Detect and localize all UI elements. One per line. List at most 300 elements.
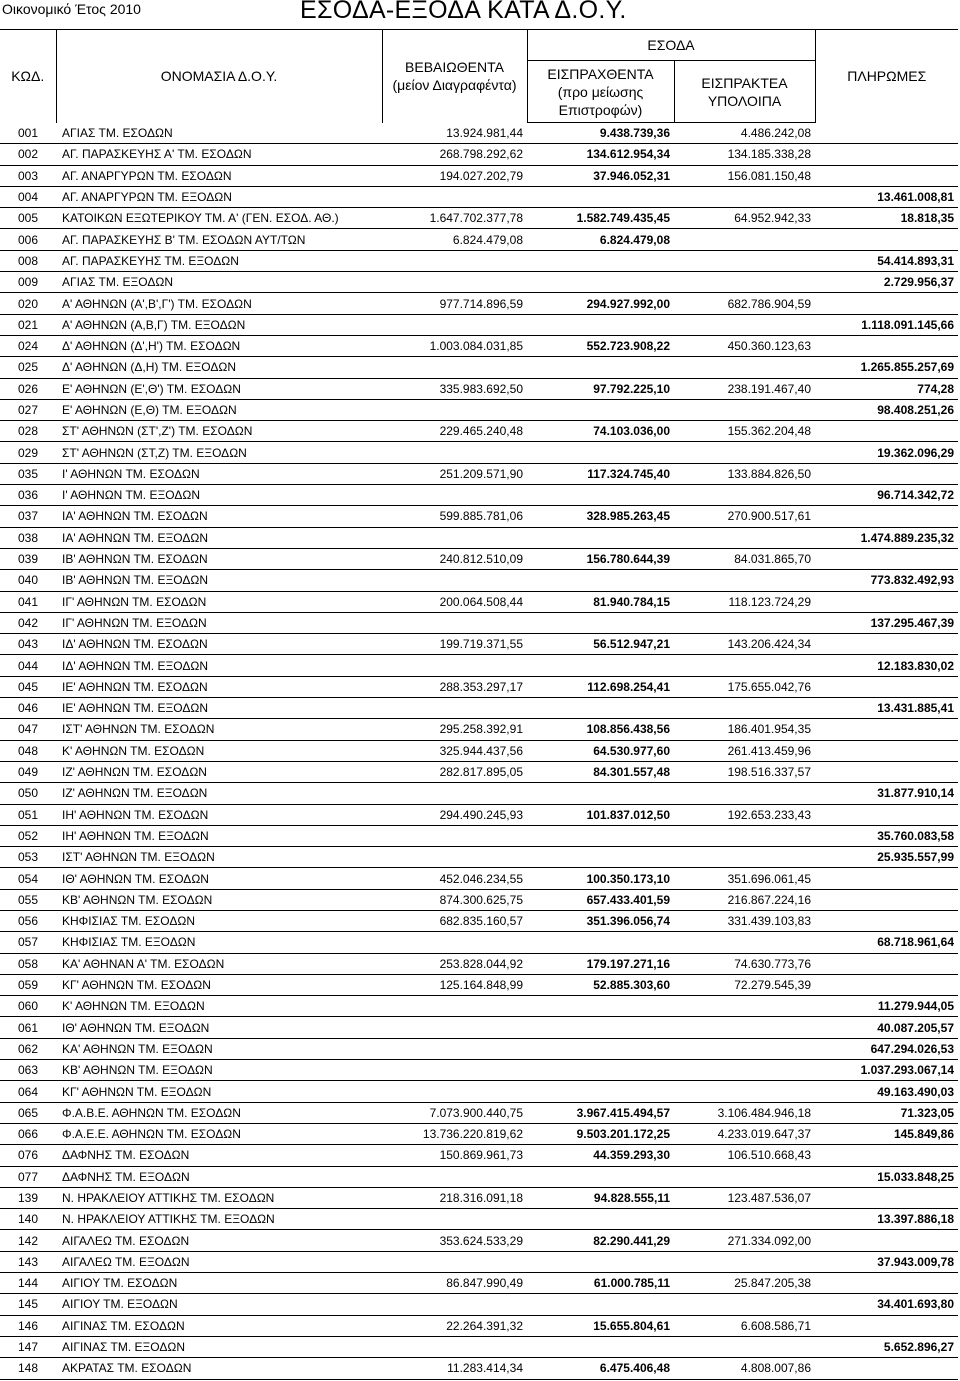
cell-collected: 97.792.225,10 [527,378,674,399]
cell-payments: 1.265.855.257,69 [815,357,958,378]
table-row [0,1294,958,1315]
table-row [0,676,958,697]
cell-collected: 6.475.406,48 [527,1358,674,1379]
cell-collected: 134.612.954,34 [527,144,674,165]
cell-name: ΑΙΓΑΛΕΩ ΤΜ. ΕΣΟΔΩΝ [56,1230,382,1251]
cell-payments: 49.163.490,03 [815,1081,958,1102]
cell-code: 044 [0,655,56,676]
cell-certified: 11.283.414,34 [382,1358,527,1379]
cell-certified: 199.719.371,55 [382,634,527,655]
table-header [0,30,958,123]
table-row [0,1081,958,1102]
cell-receivable [674,1060,815,1081]
cell-payments [815,634,958,655]
cell-name: Φ.Α.Ε.Ε. ΑΘΗΝΩΝ ΤΜ. ΕΣΟΔΩΝ [56,1123,382,1144]
cell-collected: 9.503.201.172,25 [527,1123,674,1144]
cell-code: 009 [0,272,56,293]
cell-receivable: 6.608.586,71 [674,1315,815,1336]
cell-code: 026 [0,378,56,399]
cell-collected: 100.350.173,10 [527,868,674,889]
cell-code: 025 [0,357,56,378]
cell-code: 065 [0,1102,56,1123]
cell-code: 139 [0,1187,56,1208]
cell-receivable: 216.867.224,16 [674,889,815,910]
column-header-name: ΟΝΟΜΑΣΙΑ Δ.Ο.Υ. [56,30,382,123]
cell-code: 045 [0,676,56,697]
cell-payments: 71.323,05 [815,1102,958,1123]
cell-collected: 117.324.745,40 [527,463,674,484]
cell-receivable [674,272,815,293]
cell-receivable: 134.185.338,28 [674,144,815,165]
cell-code: 051 [0,804,56,825]
cell-payments: 25.935.557,99 [815,847,958,868]
cell-receivable: 3.106.484.946,18 [674,1102,815,1123]
cell-collected: 37.946.052,31 [527,165,674,186]
cell-name: ΑΓ. ΠΑΡΑΣΚΕΥΗΣ Α' ΤΜ. ΕΣΟΔΩΝ [56,144,382,165]
cell-code: 004 [0,186,56,207]
cell-code: 027 [0,399,56,420]
cell-payments [815,740,958,761]
cell-code: 008 [0,250,56,271]
cell-name: ΑΓΙΑΣ ΤΜ. ΕΞΟΔΩΝ [56,272,382,293]
cell-certified [382,1251,527,1272]
cell-name: ΑΓ. ΑΝΑΡΓΥΡΩΝ ΤΜ. ΕΞΟΔΩΝ [56,186,382,207]
cell-payments [815,548,958,569]
table-row [0,463,958,484]
cell-collected [527,272,674,293]
cell-code: 063 [0,1060,56,1081]
column-header-payments: ΠΛΗΡΩΜΕΣ [815,30,958,123]
cell-receivable: 192.653.233,43 [674,804,815,825]
cell-certified: 6.824.479,08 [382,229,527,250]
cell-certified: 1.647.702.377,78 [382,208,527,229]
table-row [0,847,958,868]
table-row [0,1060,958,1081]
cell-collected: 294.927.992,00 [527,293,674,314]
cell-collected: 56.512.947,21 [527,634,674,655]
cell-code: 144 [0,1273,56,1294]
cell-certified: 335.983.692,50 [382,378,527,399]
table-row [0,208,958,229]
cell-code: 056 [0,910,56,931]
cell-collected [527,250,674,271]
cell-collected [527,783,674,804]
cell-name: ΙΘ' ΑΘΗΝΩΝ ΤΜ. ΕΞΟΔΩΝ [56,1017,382,1038]
cell-name: ΙΕ' ΑΘΗΝΩΝ ΤΜ. ΕΣΟΔΩΝ [56,676,382,697]
cell-name: ΑΓ. ΑΝΑΡΓΥΡΩΝ ΤΜ. ΕΣΟΔΩΝ [56,165,382,186]
cell-receivable: 682.786.904,59 [674,293,815,314]
cell-name: Α' ΑΘΗΝΩΝ (Α',Β',Γ') ΤΜ. ΕΣΟΔΩΝ [56,293,382,314]
cell-collected: 101.837.012,50 [527,804,674,825]
table-row [0,1187,958,1208]
cell-collected [527,570,674,591]
cell-certified: 13.736.220.819,62 [382,1123,527,1144]
cell-collected [527,847,674,868]
cell-code: 038 [0,527,56,548]
cell-collected: 1.582.749.435,45 [527,208,674,229]
cell-certified: 353.624.533,29 [382,1230,527,1251]
cell-collected [527,186,674,207]
cell-certified [382,357,527,378]
cell-receivable: 4.808.007,86 [674,1358,815,1379]
cell-name: ΑΓ. ΠΑΡΑΣΚΕΥΗΣ ΤΜ. ΕΞΟΔΩΝ [56,250,382,271]
cell-receivable [674,186,815,207]
table-row [0,527,958,548]
cell-collected: 61.000.785,11 [527,1273,674,1294]
cell-collected [527,1336,674,1357]
cell-name: Κ' ΑΘΗΝΩΝ ΤΜ. ΕΣΟΔΩΝ [56,740,382,761]
column-header-collected-line1: ΕΙΣΠΡΑΧΘΕΝΤΑ [547,65,654,82]
cell-receivable: 84.031.865,70 [674,548,815,569]
cell-name: ΙΒ' ΑΘΗΝΩΝ ΤΜ. ΕΞΟΔΩΝ [56,570,382,591]
cell-collected: 81.940.784,15 [527,591,674,612]
cell-certified: 282.817.895,05 [382,761,527,782]
cell-code: 143 [0,1251,56,1272]
table-row [0,1230,958,1251]
cell-payments [815,889,958,910]
cell-code: 061 [0,1017,56,1038]
cell-code: 049 [0,761,56,782]
cell-payments [815,293,958,314]
cell-payments: 37.943.009,78 [815,1251,958,1272]
cell-code: 035 [0,463,56,484]
cell-payments: 774,28 [815,378,958,399]
cell-collected [527,527,674,548]
cell-payments: 19.362.096,29 [815,442,958,463]
table-row [0,485,958,506]
cell-receivable [674,570,815,591]
cell-receivable: 261.413.459,96 [674,740,815,761]
cell-certified: 150.869.961,73 [382,1145,527,1166]
cell-name: ΑΚΡΑΤΑΣ ΤΜ. ΕΣΟΔΩΝ [56,1358,382,1379]
table-row [0,442,958,463]
cell-receivable: 156.081.150,48 [674,165,815,186]
cell-name: ΚΓ' ΑΘΗΝΩΝ ΤΜ. ΕΞΟΔΩΝ [56,1081,382,1102]
cell-certified: 251.209.571,90 [382,463,527,484]
cell-receivable [674,314,815,335]
cell-payments: 1.474.889.235,32 [815,527,958,548]
cell-code: 001 [0,123,56,144]
table-row [0,612,958,633]
column-header-collected-line3: Επιστροφών) [558,101,643,118]
cell-certified [382,1166,527,1187]
cell-payments: 5.652.896,27 [815,1336,958,1357]
table-row [0,804,958,825]
fiscal-year-label: Οικονομικό Έτος 2010 [2,1,141,17]
column-header-code: ΚΩΔ. [0,30,56,123]
cell-collected [527,825,674,846]
cell-certified: 325.944.437,56 [382,740,527,761]
cell-certified: 1.003.084.031,85 [382,335,527,356]
cell-name: ΙΗ' ΑΘΗΝΩΝ ΤΜ. ΕΣΟΔΩΝ [56,804,382,825]
table-row [0,932,958,953]
cell-payments: 40.087.205,57 [815,1017,958,1038]
cell-receivable: 74.630.773,76 [674,953,815,974]
cell-payments [815,804,958,825]
cell-collected [527,399,674,420]
cell-payments: 647.294.026,53 [815,1038,958,1059]
table-row [0,910,958,931]
cell-collected [527,1017,674,1038]
cell-certified [382,698,527,719]
cell-receivable [674,1336,815,1357]
cell-receivable [674,1017,815,1038]
cell-name: ΚΓ' ΑΘΗΝΩΝ ΤΜ. ΕΣΟΔΩΝ [56,974,382,995]
table-row [0,1273,958,1294]
cell-name: ΙΑ' ΑΘΗΝΩΝ ΤΜ. ΕΣΟΔΩΝ [56,506,382,527]
cell-code: 059 [0,974,56,995]
cell-payments: 13.461.008,81 [815,186,958,207]
table-row [0,144,958,165]
cell-receivable: 175.655.042,76 [674,676,815,697]
cell-code: 040 [0,570,56,591]
cell-code: 048 [0,740,56,761]
cell-certified: 86.847.990,49 [382,1273,527,1294]
cell-name: Κ' ΑΘΗΝΩΝ ΤΜ. ΕΞΟΔΩΝ [56,996,382,1017]
table-row [0,591,958,612]
table-row [0,506,958,527]
cell-code: 145 [0,1294,56,1315]
cell-code: 047 [0,719,56,740]
table-row [0,1123,958,1144]
table-row [0,698,958,719]
cell-certified: 295.258.392,91 [382,719,527,740]
cell-certified: 194.027.202,79 [382,165,527,186]
cell-certified: 288.353.297,17 [382,676,527,697]
cell-certified [382,1081,527,1102]
cell-name: ΚΑΤΟΙΚΩΝ ΕΞΩΤΕΡΙΚΟΥ ΤΜ. Α' (ΓΕΝ. ΕΣΟΔ. ΑΘ.) [56,208,382,229]
cell-name: Φ.Α.Β.Ε. ΑΘΗΝΩΝ ΤΜ. ΕΣΟΔΩΝ [56,1102,382,1123]
cell-receivable [674,1081,815,1102]
cell-name: ΙΣΤ' ΑΘΗΝΩΝ ΤΜ. ΕΣΟΔΩΝ [56,719,382,740]
cell-certified [382,996,527,1017]
cell-receivable: 351.696.061,45 [674,868,815,889]
cell-name: Ε' ΑΘΗΝΩΝ (Ε,Θ) ΤΜ. ΕΞΟΔΩΝ [56,399,382,420]
cell-collected: 3.967.415.494,57 [527,1102,674,1123]
cell-name: ΚΑ' ΑΘΗΝΑΝ Α' ΤΜ. ΕΣΟΔΩΝ [56,953,382,974]
table-row [0,357,958,378]
cell-certified [382,932,527,953]
cell-certified [382,272,527,293]
cell-collected: 74.103.036,00 [527,421,674,442]
cell-payments: 13.397.886,18 [815,1209,958,1230]
table-row [0,655,958,676]
cell-certified [382,186,527,207]
cell-payments: 12.183.830,02 [815,655,958,676]
cell-code: 058 [0,953,56,974]
table-row [0,229,958,250]
column-header-certified [382,30,527,123]
cell-code: 028 [0,421,56,442]
table-row [0,293,958,314]
cell-collected: 328.985.263,45 [527,506,674,527]
cell-collected: 6.824.479,08 [527,229,674,250]
cell-collected [527,655,674,676]
cell-certified: 7.073.900.440,75 [382,1102,527,1123]
cell-payments: 18.818,35 [815,208,958,229]
table-row [0,250,958,271]
cell-name: ΚΒ' ΑΘΗΝΩΝ ΤΜ. ΕΣΟΔΩΝ [56,889,382,910]
cell-collected: 179.197.271,16 [527,953,674,974]
cell-payments [815,144,958,165]
cell-name: ΑΙΓΙΟΥ ΤΜ. ΕΣΟΔΩΝ [56,1273,382,1294]
cell-name: Δ' ΑΘΗΝΩΝ (Δ',Η') ΤΜ. ΕΣΟΔΩΝ [56,335,382,356]
cell-code: 052 [0,825,56,846]
table-row [0,123,958,144]
cell-receivable [674,996,815,1017]
table-row [0,335,958,356]
cell-name: ΑΙΓΙΝΑΣ ΤΜ. ΕΞΟΔΩΝ [56,1336,382,1357]
cell-payments: 1.037.293.067,14 [815,1060,958,1081]
cell-certified: 599.885.781,06 [382,506,527,527]
cell-code: 039 [0,548,56,569]
table-row [0,165,958,186]
cell-name: ΙΑ' ΑΘΗΝΩΝ ΤΜ. ΕΞΟΔΩΝ [56,527,382,548]
table-row [0,974,958,995]
cell-certified [382,612,527,633]
table-row [0,378,958,399]
table-row [0,1358,958,1379]
cell-code: 003 [0,165,56,186]
cell-payments [815,953,958,974]
cell-collected: 94.828.555,11 [527,1187,674,1208]
cell-collected [527,1166,674,1187]
cell-payments [815,506,958,527]
cell-payments [815,1187,958,1208]
cell-certified: 229.465.240,48 [382,421,527,442]
column-header-receivable-line1: ΕΙΣΠΡΑΚΤΕΑ [701,74,788,91]
cell-code: 042 [0,612,56,633]
table-row [0,825,958,846]
cell-payments [815,165,958,186]
table-row [0,314,958,335]
cell-code: 147 [0,1336,56,1357]
cell-receivable: 186.401.954,35 [674,719,815,740]
cell-collected [527,1294,674,1315]
cell-certified [382,655,527,676]
column-header-receivable-line2: ΥΠΟΛΟΙΠΑ [707,92,782,109]
cell-receivable [674,399,815,420]
cell-receivable: 4.486.242,08 [674,123,815,144]
table-row [0,186,958,207]
cell-collected: 156.780.644,39 [527,548,674,569]
cell-receivable [674,655,815,676]
table-row [0,1145,958,1166]
cell-collected [527,314,674,335]
cell-collected: 552.723.908,22 [527,335,674,356]
cell-name: ΔΑΦΝΗΣ ΤΜ. ΕΞΟΔΩΝ [56,1166,382,1187]
cell-collected: 44.359.293,30 [527,1145,674,1166]
cell-code: 053 [0,847,56,868]
cell-collected [527,357,674,378]
cell-name: ΙΒ' ΑΘΗΝΩΝ ΤΜ. ΕΣΟΔΩΝ [56,548,382,569]
cell-certified [382,1336,527,1357]
cell-payments [815,1358,958,1379]
cell-certified [382,527,527,548]
cell-payments [815,1273,958,1294]
cell-name: Ν. ΗΡΑΚΛΕΙΟΥ ΑΤΤΙΚΗΣ ΤΜ. ΕΣΟΔΩΝ [56,1187,382,1208]
cell-receivable [674,250,815,271]
cell-collected [527,698,674,719]
table-row [0,719,958,740]
cell-code: 050 [0,783,56,804]
column-header-receivable [674,61,815,123]
cell-name: ΑΙΓΑΛΕΩ ΤΜ. ΕΞΟΔΩΝ [56,1251,382,1272]
cell-certified [382,442,527,463]
cell-name: ΙΖ' ΑΘΗΝΩΝ ΤΜ. ΕΣΟΔΩΝ [56,761,382,782]
cell-payments: 137.295.467,39 [815,612,958,633]
cell-name: ΚΗΦΙΣΙΑΣ ΤΜ. ΕΞΟΔΩΝ [56,932,382,953]
cell-payments: 145.849,86 [815,1123,958,1144]
cell-certified: 268.798.292,62 [382,144,527,165]
cell-receivable: 4.233.019.647,37 [674,1123,815,1144]
cell-certified: 200.064.508,44 [382,591,527,612]
cell-code: 020 [0,293,56,314]
cell-certified [382,399,527,420]
column-header-certified-line1: ΒΕΒΑΙΩΘΕΝΤΑ [405,59,504,76]
cell-collected [527,1251,674,1272]
cell-payments: 96.714.342,72 [815,485,958,506]
cell-certified [382,1017,527,1038]
cell-receivable: 133.884.826,50 [674,463,815,484]
cell-payments: 773.832.492,93 [815,570,958,591]
cell-payments: 34.401.693,80 [815,1294,958,1315]
cell-payments: 68.718.961,64 [815,932,958,953]
cell-code: 054 [0,868,56,889]
cell-code: 066 [0,1123,56,1144]
table-row [0,1038,958,1059]
cell-receivable [674,825,815,846]
cell-receivable: 331.439.103,83 [674,910,815,931]
cell-code: 041 [0,591,56,612]
cell-code: 046 [0,698,56,719]
cell-certified: 294.490.245,93 [382,804,527,825]
table-row [0,421,958,442]
cell-collected: 351.396.056,74 [527,910,674,931]
cell-collected: 9.438.739,36 [527,123,674,144]
table-row [0,889,958,910]
cell-code: 064 [0,1081,56,1102]
cell-code: 077 [0,1166,56,1187]
cell-code: 140 [0,1209,56,1230]
cell-payments: 98.408.251,26 [815,399,958,420]
cell-collected [527,442,674,463]
table-row [0,548,958,569]
cell-receivable: 118.123.724,29 [674,591,815,612]
cell-payments: 15.033.848,25 [815,1166,958,1187]
title-row [0,0,960,22]
cell-name: ΑΓΙΑΣ ΤΜ. ΕΣΟΔΩΝ [56,123,382,144]
cell-receivable [674,612,815,633]
page-title: ΕΣΟΔΑ-ΕΞΟΔΑ ΚΑΤΑ Δ.Ο.Υ. [300,0,627,24]
cell-code: 002 [0,144,56,165]
cell-code: 021 [0,314,56,335]
cell-receivable: 450.360.123,63 [674,335,815,356]
cell-certified: 218.316.091,18 [382,1187,527,1208]
cell-code: 076 [0,1145,56,1166]
cell-code: 146 [0,1315,56,1336]
cell-receivable: 238.191.467,40 [674,378,815,399]
cell-payments [815,1315,958,1336]
cell-name: ΑΙΓΙΝΑΣ ΤΜ. ΕΣΟΔΩΝ [56,1315,382,1336]
cell-certified: 874.300.625,75 [382,889,527,910]
cell-name: ΙΓ' ΑΘΗΝΩΝ ΤΜ. ΕΣΟΔΩΝ [56,591,382,612]
cell-code: 037 [0,506,56,527]
cell-certified [382,847,527,868]
column-header-collected-line2: (προ μείωσης [557,83,644,100]
cell-name: ΙΓ' ΑΘΗΝΩΝ ΤΜ. ΕΞΟΔΩΝ [56,612,382,633]
cell-collected: 64.530.977,60 [527,740,674,761]
